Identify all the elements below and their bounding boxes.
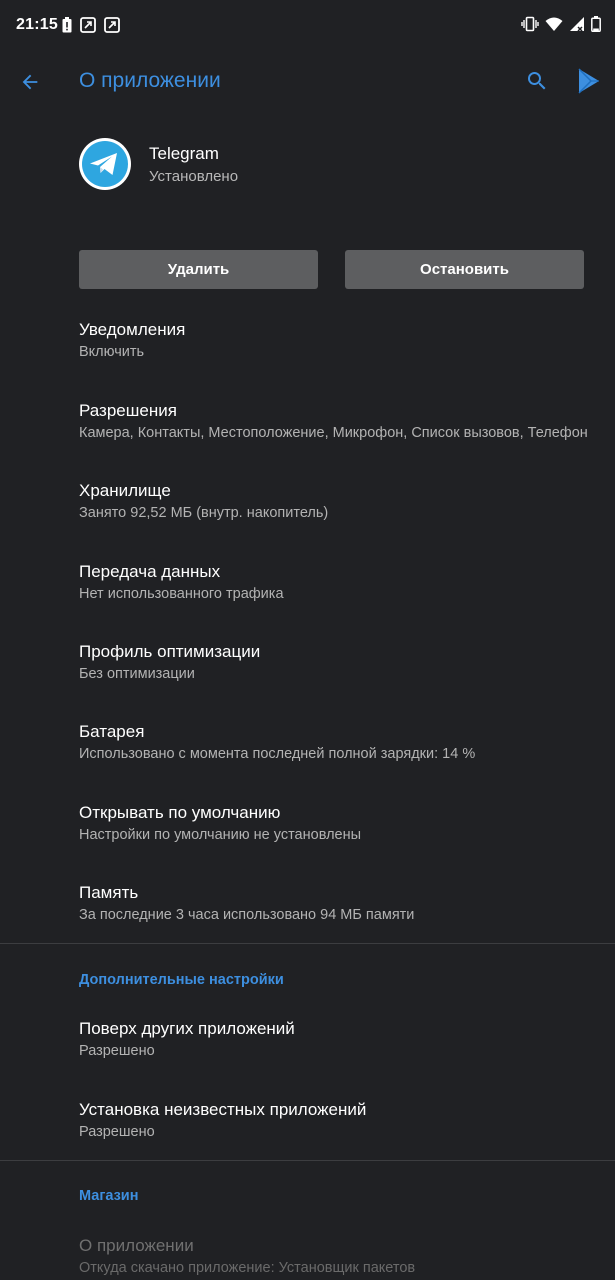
- section-header-advanced: Дополнительные настройки: [79, 972, 284, 988]
- item-summary: За последние 3 часа использовано 94 МБ памяти: [79, 907, 415, 923]
- back-button[interactable]: [14, 66, 46, 98]
- list-item-optimization-profile[interactable]: [79, 641, 599, 684]
- item-summary: Нет использованного трафика: [79, 586, 284, 602]
- item-summary: Использовано с момента последней полной зарядки: 14 %: [79, 746, 476, 762]
- divider: [0, 943, 615, 944]
- signal-icon: [569, 16, 585, 32]
- list-item-app-details: [79, 1235, 599, 1278]
- list-item-install-unknown-apps[interactable]: [79, 1099, 599, 1142]
- item-title: Передача данных: [79, 562, 221, 581]
- item-title: Разрешения: [79, 401, 177, 420]
- page-title: О приложении: [79, 69, 221, 92]
- wifi-icon: [545, 16, 563, 32]
- list-item-display-over-apps[interactable]: [79, 1018, 599, 1061]
- battery-icon: [591, 16, 601, 32]
- battery-alert-icon: [62, 17, 72, 33]
- item-title: Память: [79, 883, 139, 902]
- vibrate-icon: [521, 16, 539, 32]
- item-title: Поверх других приложений: [79, 1019, 295, 1038]
- item-title: Установка неизвестных приложений: [79, 1100, 367, 1119]
- arrow-back-icon: [19, 71, 41, 93]
- status-bar: [0, 0, 615, 52]
- list-item-open-by-default[interactable]: [79, 802, 599, 845]
- search-icon: [525, 69, 549, 93]
- app-bar: [0, 52, 615, 112]
- item-title: Хранилище: [79, 481, 171, 500]
- item-title: Уведомления: [79, 320, 186, 339]
- list-item-storage[interactable]: [79, 480, 599, 523]
- item-title: О приложении: [79, 1236, 194, 1255]
- list-item-battery[interactable]: [79, 721, 599, 764]
- item-title: Открывать по умолчанию: [79, 803, 281, 822]
- search-button[interactable]: [522, 66, 552, 96]
- item-summary: Включить: [79, 344, 145, 360]
- list-item-notifications[interactable]: [79, 319, 599, 362]
- item-title: Батарея: [79, 722, 145, 741]
- item-summary: Разрешено: [79, 1043, 155, 1059]
- telegram-icon: [79, 138, 131, 190]
- app-name: Telegram: [149, 144, 219, 163]
- list-item-permissions[interactable]: [79, 400, 599, 443]
- status-notification-icons: [62, 17, 120, 33]
- list-item-memory[interactable]: [79, 882, 599, 925]
- play-store-icon: [577, 68, 601, 94]
- status-time: 21:15: [16, 16, 58, 33]
- divider: [0, 1160, 615, 1161]
- section-header-store: Магазин: [79, 1188, 139, 1204]
- status-system-icons: [521, 16, 601, 32]
- item-summary: Без оптимизации: [79, 666, 195, 682]
- notification-app-icon: [80, 17, 96, 33]
- item-summary: Занято 92,52 МБ (внутр. накопитель): [79, 505, 329, 521]
- play-store-button[interactable]: [574, 66, 604, 96]
- item-summary: Настройки по умолчанию не установлены: [79, 827, 362, 843]
- app-install-status: Установлено: [149, 168, 239, 185]
- item-title: Профиль оптимизации: [79, 642, 261, 661]
- item-summary: Разрешено: [79, 1124, 155, 1140]
- app-header: [79, 138, 579, 190]
- notification-app-icon-2: [104, 17, 120, 33]
- list-item-data-usage[interactable]: [79, 561, 599, 604]
- item-summary: Камера, Контакты, Местоположение, Микрофон, Список вызовов, Телефон: [79, 425, 588, 441]
- item-summary: Откуда скачано приложение: Установщик пакетов: [79, 1260, 416, 1276]
- force-stop-button[interactable]: Остановить: [345, 250, 584, 289]
- uninstall-button[interactable]: Удалить: [79, 250, 318, 289]
